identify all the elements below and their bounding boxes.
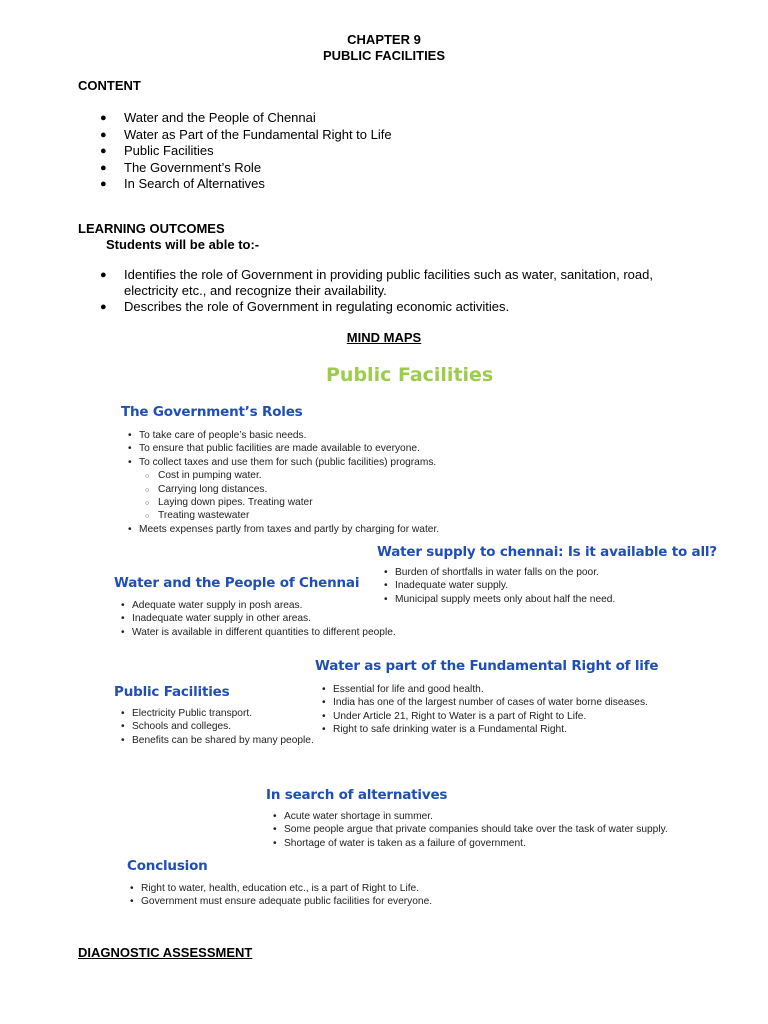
list-item: • Some people argue that private companies should take over the task of water supply. <box>272 823 668 836</box>
list-item: • To collect taxes and use them for such (public facilities) programs. <box>127 456 439 469</box>
diagnostic-heading: DIAGNOSTIC ASSESSMENT <box>78 945 253 960</box>
list-item: • Acute water shortage in summer. <box>272 810 668 823</box>
bullet-icon: ● <box>100 269 107 281</box>
people-chennai-heading: Water and the People of Chennai <box>114 575 360 591</box>
water-supply-list <box>383 566 615 606</box>
chapter-number: CHAPTER 9 <box>347 32 421 47</box>
list-subitem: ○ Carrying long distances. <box>127 483 439 496</box>
list-item: • Under Article 21, Right to Water is a part of Right to Life. <box>321 710 648 723</box>
list-item: • Essential for life and good health. <box>321 683 648 696</box>
govt-roles-list <box>127 429 439 536</box>
bullet-icon: ● <box>100 178 107 190</box>
list-item: • Burden of shortfalls in water falls on the poor. <box>383 566 615 579</box>
bullet-icon: ● <box>100 112 107 124</box>
bullet-icon: ● <box>100 301 107 313</box>
list-item: • Benefits can be shared by many people. <box>120 734 314 747</box>
conclusion-heading: Conclusion <box>127 858 208 874</box>
conclusion-list <box>129 882 432 909</box>
list-item: • Schools and colleges. <box>120 720 314 733</box>
govt-roles-heading: The Government’s Roles <box>121 404 303 420</box>
list-item: • Water is available in different quantities to different people. <box>120 626 396 639</box>
learning-outcomes-subheading: Students will be able to:- <box>106 237 260 252</box>
fundamental-right-list <box>321 683 648 737</box>
mind-maps-heading: MIND MAPS <box>346 330 422 345</box>
list-item: • Right to water, health, education etc., is a part of Right to Life. <box>129 882 432 895</box>
people-chennai-list <box>120 599 396 639</box>
content-heading: CONTENT <box>78 78 141 93</box>
list-item: • Shortage of water is taken as a failure of government. <box>272 837 668 850</box>
fundamental-right-heading: Water as part of the Fundamental Right of life <box>315 658 659 674</box>
public-facilities-list <box>120 707 314 747</box>
alternatives-heading: In search of alternatives <box>266 787 448 803</box>
public-facilities-heading: Public Facilities <box>114 684 230 700</box>
list-item: • To ensure that public facilities are made available to everyone. <box>127 442 439 455</box>
water-supply-heading: Water supply to chennai: Is it available to all? <box>377 544 717 560</box>
list-item: • Adequate water supply in posh areas. <box>120 599 396 612</box>
alternatives-list <box>272 810 668 850</box>
mind-map-title: Public Facilities <box>326 364 494 386</box>
list-item: • To take care of people’s basic needs. <box>127 429 439 442</box>
list-item: • Meets expenses partly from taxes and partly by charging for water. <box>127 523 439 536</box>
list-subitem: ○ Treating wastewater <box>127 509 439 522</box>
list-item: • India has one of the largest number of cases of water borne diseases. <box>321 696 648 709</box>
bullet-icon: ● <box>100 128 107 141</box>
list-item: • Electricity Public transport. <box>120 707 314 720</box>
list-item: • Right to safe drinking water is a Fundamental Right. <box>321 723 648 736</box>
list-item: • Inadequate water supply in other areas. <box>120 612 396 625</box>
list-subitem: ○ Laying down pipes. Treating water <box>127 496 439 509</box>
list-subitem: ○ Cost in pumping water. <box>127 469 439 482</box>
list-item: • Inadequate water supply. <box>383 579 615 592</box>
chapter-title: PUBLIC FACILITIES <box>322 48 446 63</box>
bullet-icon: ● <box>100 145 107 157</box>
learning-outcomes-heading: LEARNING OUTCOMES <box>78 221 225 236</box>
list-item: • Government must ensure adequate public facilities for everyone. <box>129 895 432 908</box>
list-item: • Municipal supply meets only about half the need. <box>383 593 615 606</box>
bullet-icon: ● <box>100 161 107 174</box>
